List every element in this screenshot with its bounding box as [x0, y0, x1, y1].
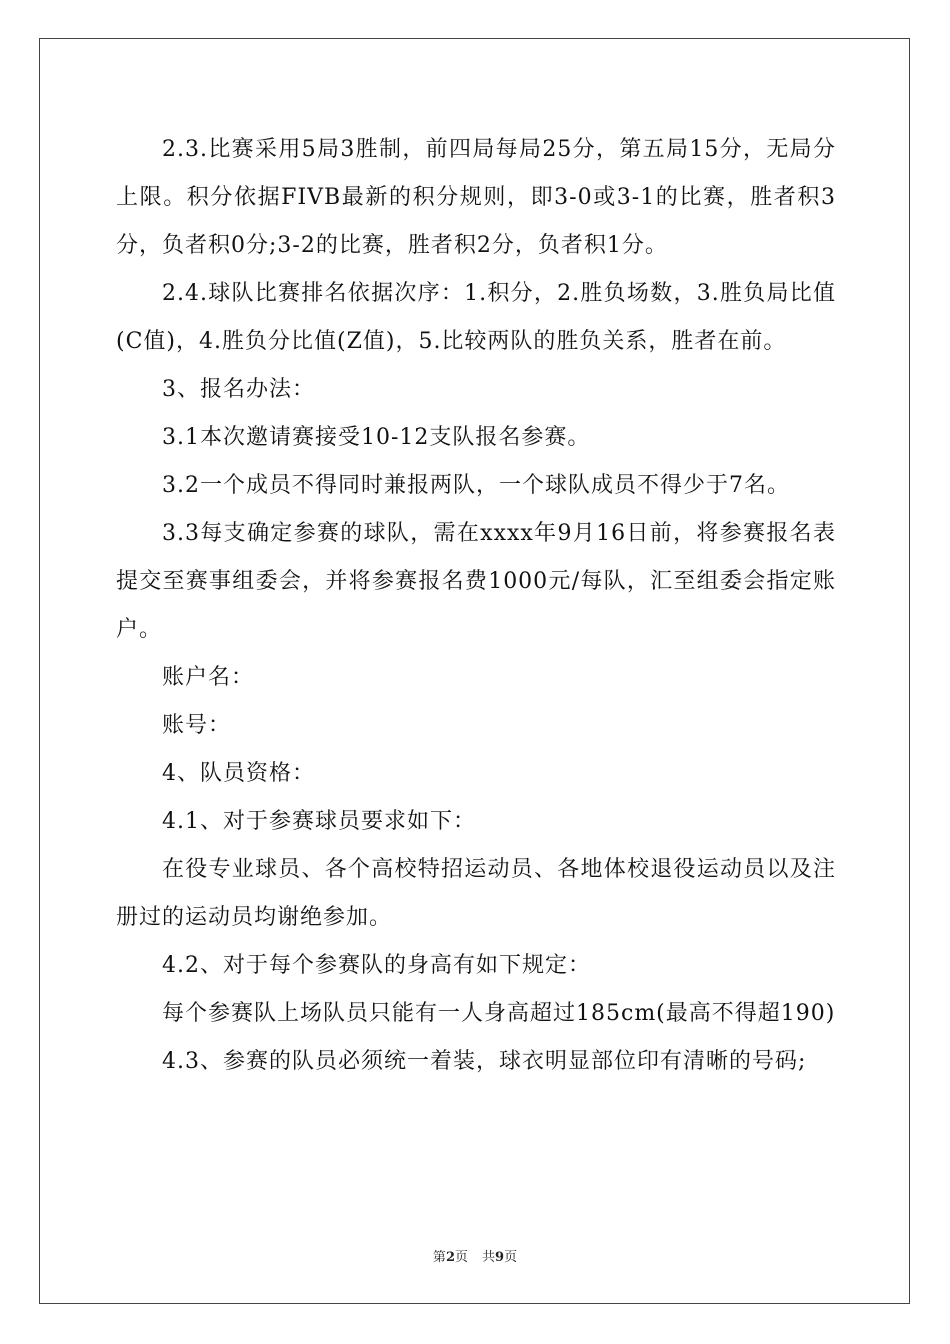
footer-total-prefix: 共 — [482, 1250, 496, 1265]
paragraph-4-1-detail: 在役专业球员、各个高校特招运动员、各地体校退役运动员以及注册过的运动员均谢绝参加。 — [116, 857, 836, 930]
section-heading-registration: 3、报名办法： — [162, 377, 315, 402]
footer-total-suffix: 页 — [504, 1250, 518, 1265]
paragraph-4-2: 4.2、对于每个参赛队的身高有如下规定： — [162, 953, 591, 978]
paragraph-3-2: 3.2一个成员不得同时兼报两队，一个球队成员不得少于7名。 — [162, 473, 790, 498]
page-footer — [0, 1246, 950, 1265]
paragraph-2-3: 2.3.比赛采用5局3胜制，前四局每局25分，第五局15分，无局分上限。积分依据FIVB最新的积分规则，即3-0或3-1的比赛，胜者积3分，负者积0分;3-2的比赛，胜者积2分，负者积1分。 — [116, 137, 836, 258]
section-heading-eligibility: 4、队员资格： — [162, 761, 315, 786]
paragraph-4-3: 4.3、参赛的队员必须统一着装，球衣明显部位印有清晰的号码; — [162, 1049, 807, 1074]
footer-page-prefix: 第 — [432, 1250, 446, 1265]
paragraph-4-1: 4.1、对于参赛球员要求如下： — [162, 809, 476, 834]
paragraph-3-1: 3.1本次邀请赛接受10-12支队报名参赛。 — [162, 425, 591, 450]
paragraph-3-3: 3.3每支确定参赛的球队，需在xxxx年9月16日前，将参赛报名表提交至赛事组委会，并将参赛报名费1000元/每队，汇至组委会指定账户。 — [116, 521, 836, 642]
footer-page-number: 2 — [445, 1250, 455, 1265]
account-number-line: 账号： — [162, 713, 232, 738]
paragraph-4-2-detail: 每个参赛队上场队员只能有一人身高超过185cm(最高不得超190) — [162, 1001, 836, 1026]
footer-total-number: 9 — [495, 1250, 505, 1265]
paragraph-2-4: 2.4.球队比赛排名依据次序：1.积分，2.胜负场数，3.胜负局比值(C值)，4.胜负分比值(Z值)，5.比较两队的胜负关系，胜者在前。 — [116, 281, 836, 354]
account-name-line: 账户名： — [162, 665, 255, 690]
document-body — [116, 126, 836, 1086]
footer-page-suffix: 页 — [454, 1250, 468, 1265]
